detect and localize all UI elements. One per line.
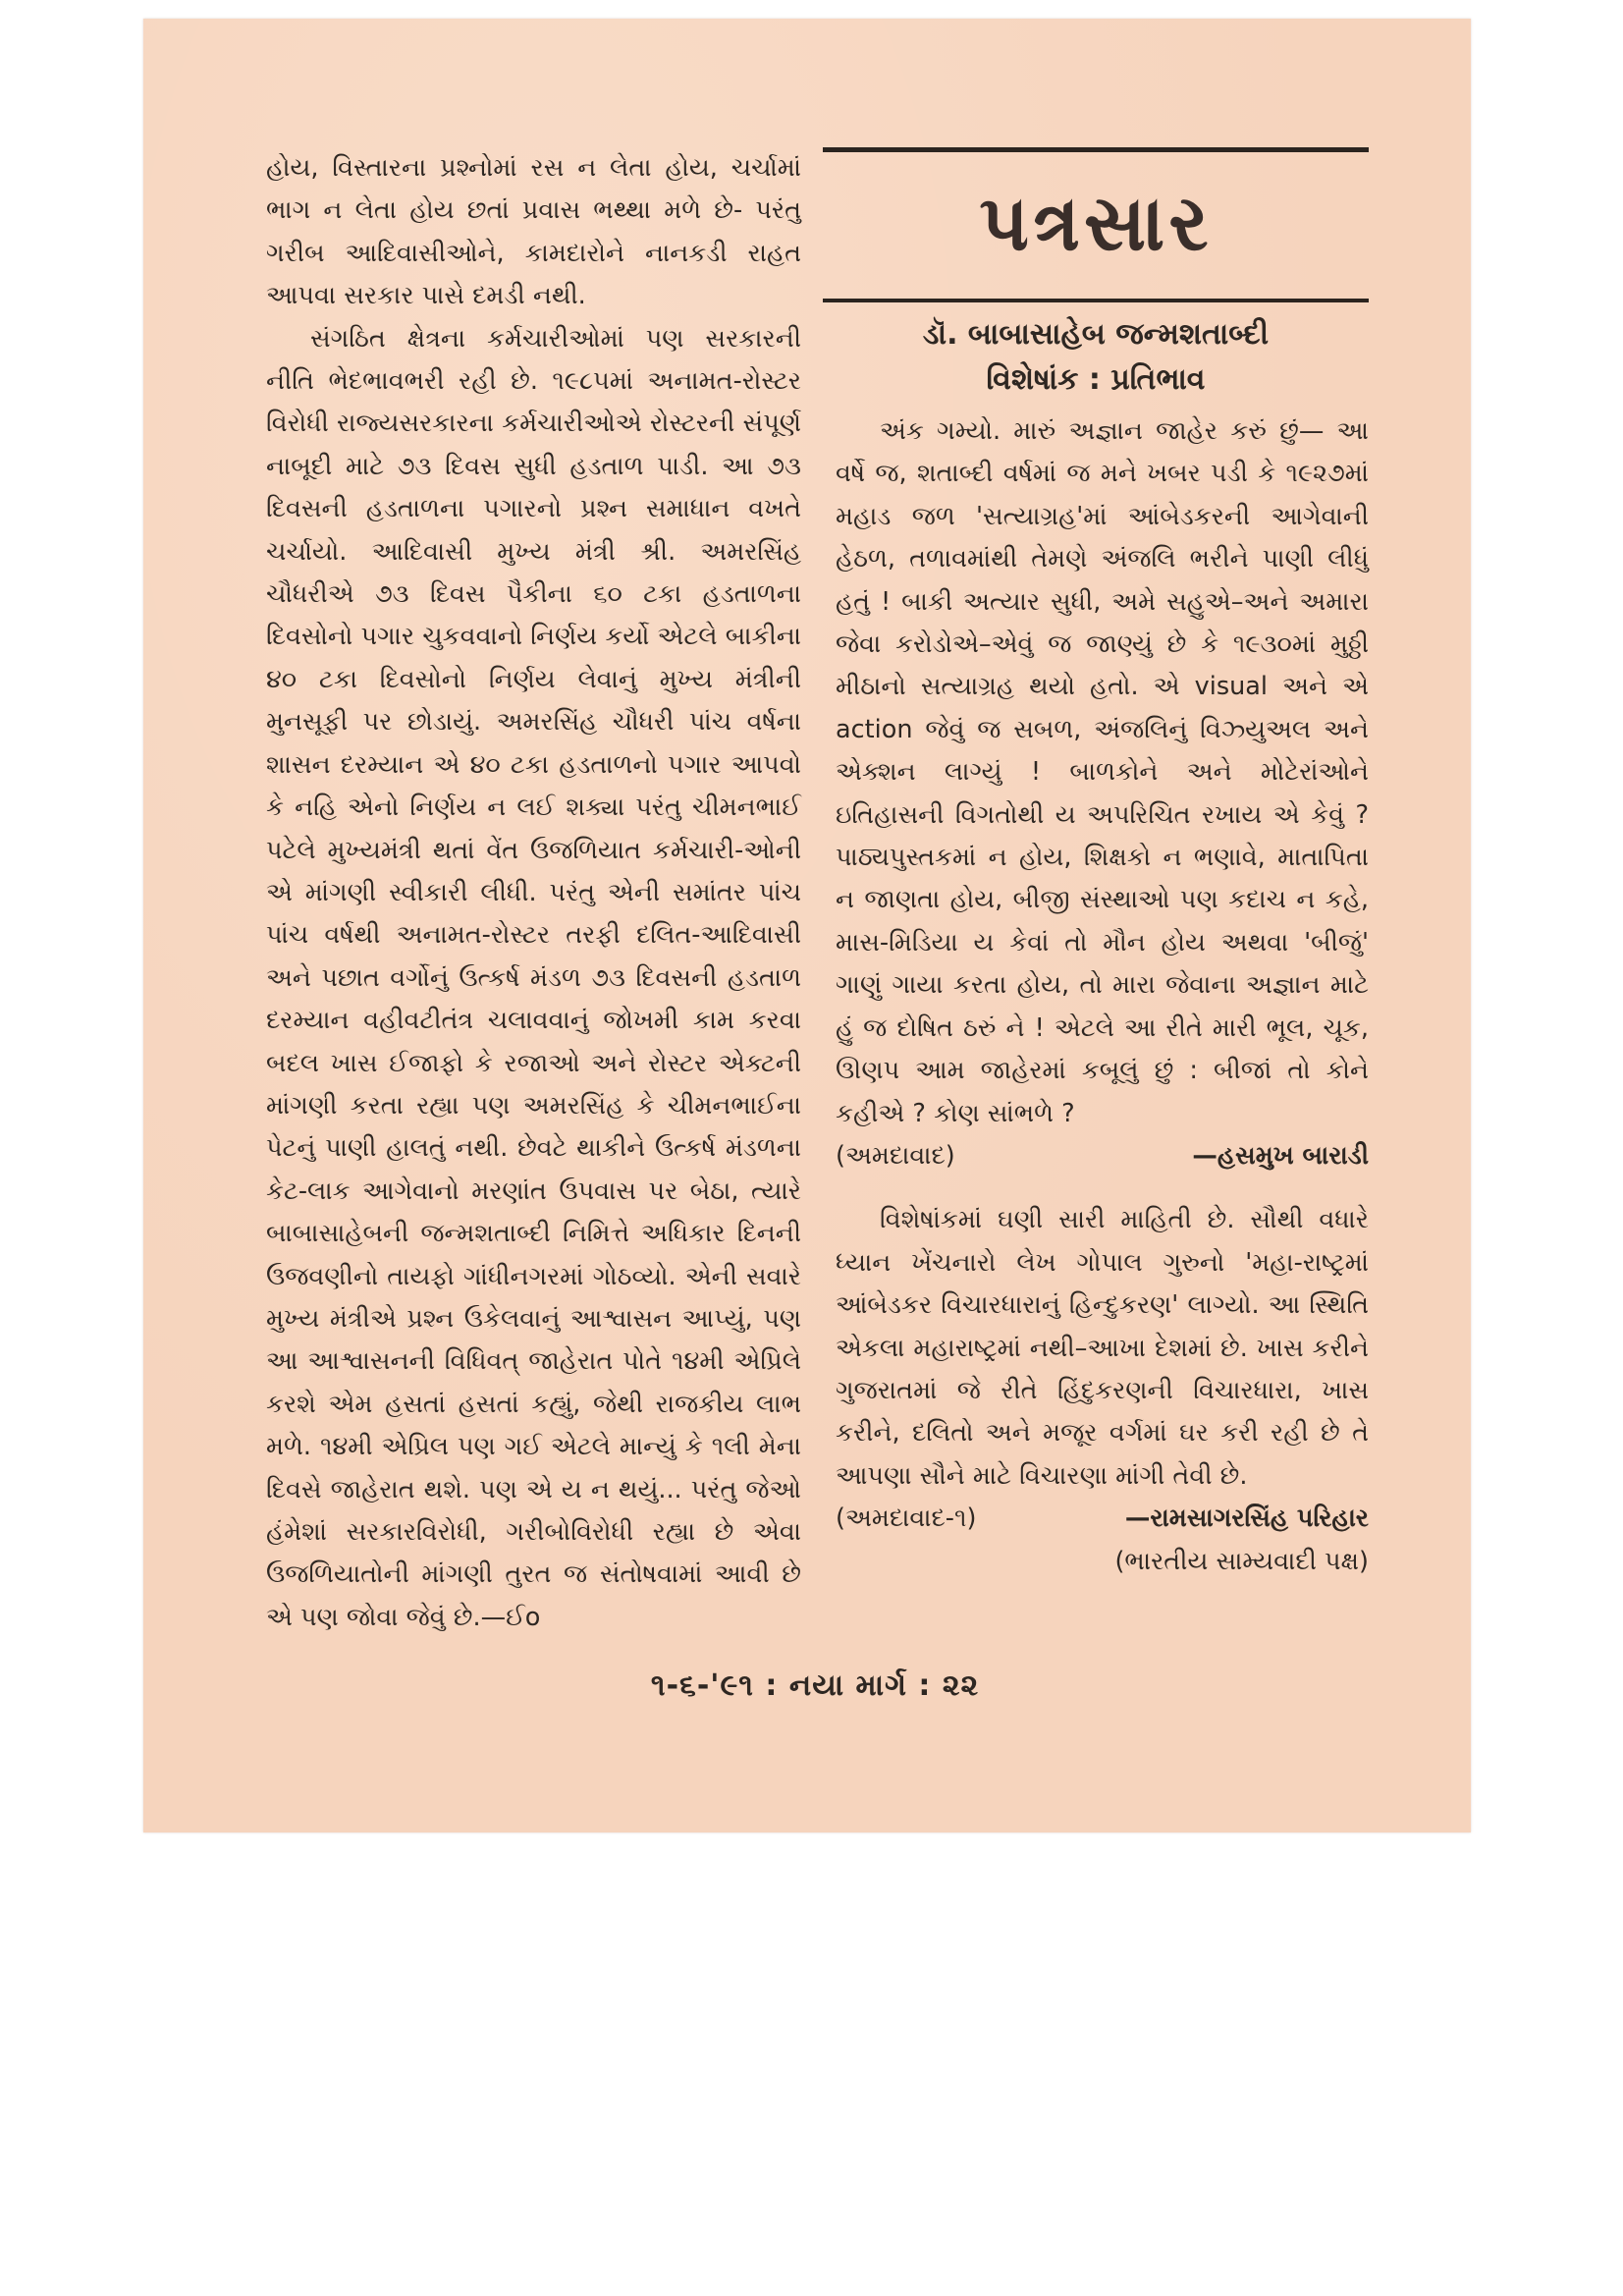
letter-2-signature: —રામસાગરસિંહ પરિહાર: [1124, 1503, 1369, 1534]
letters-heading: [823, 312, 1369, 403]
letter-2-signature-row: [836, 1498, 1369, 1540]
section-masthead: પત્રસાર: [979, 179, 1213, 268]
letter-2-affiliation: (ભારતીય સામ્યવાદી પક્ષ): [1114, 1546, 1369, 1576]
page-footer: ૧-૬-'૯૧ : નયા માર્ગ : ૨૨: [650, 1668, 980, 1703]
heading-line-2: વિશેષાંક : પ્રતિભાવ: [986, 362, 1206, 397]
heading-line-1: ડૉ. બાબાસાહેબ જન્મશતાબ્દી: [922, 317, 1270, 352]
right-column: [836, 410, 1369, 1583]
masthead-bottom-rule: [823, 299, 1369, 302]
letter-2-body: વિશેષાંકમાં ઘણી સારી માહિતી છે. સૌથી વધારે ધ્યાન ખેંચનારો લેખ ગોપાલ ગુરુનો 'મહા-રાષ્ટ્રમાં આંબેડકર વિચારધારાનું હિન્દુકરણ' લાગ્યો. આ સ્થિતિ એકલા મહારાષ્ટ્રમાં નથી–આખા દેશમાં છે. ખાસ કરીને ગુજરાતમાં જે રીતે હિંદુકરણની વિચારધારા, ખાસ કરીને, દલિતો અને મજૂર વર્ગમાં ઘર કરી રહી છે તે આપણા સૌને માટે વિચારણા માંગી તેવી છે.: [836, 1205, 1369, 1491]
masthead-top-rule: [823, 147, 1369, 152]
letter-1-signature: —હસમુખ બારાડી: [1192, 1140, 1369, 1171]
left-column: [266, 147, 801, 1639]
letter-1-signature-row: [836, 1135, 1369, 1177]
left-paragraph-2: સંગઠિત ક્ષેત્રના કર્મચારીઓમાં પણ સરકારની નીતિ ભેદભાવભરી રહી છે. ૧૯૮૫માં અનામત-રોસ્ટર વિરોધી રાજ્યસરકારના કર્મચારીઓએ રોસ્ટરની સંપૂર્ણ નાબૂદી માટે ૭૩ દિવસ સુધી હડતાળ પાડી. આ ૭૩ દિવસની હડતાળના પગારનો પ્રશ્ન સમાધાન વખતે ચર્ચાયો. આદિવાસી મુખ્ય મંત્રી શ્રી. અમરસિંહ ચૌધરીએ ૭૩ દિવસ પૈકીના ૬૦ ટકા હડતાળના દિવસોનો પગાર ચુકવવાનો નિર્ણય કર્યો એટલે બાકીના ૪૦ ટકા દિવસોનો નિર્ણય લેવાનું મુખ્ય મંત્રીની મુનસૂફી પર છોડાયું. અમરસિંહ ચૌધરી પાંચ વર્ષના શાસન દરમ્યાન એ ૪૦ ટકા હડતાળનો પગાર આપવો કે નહિ એનો નિર્ણય ન લઈ શક્યા પરંતુ ચીમનભાઈ પટેલે મુખ્યમંત્રી થતાં વેંત ઉજળિયાત કર્મચારી-ઓની એ માંગણી સ્વીકારી લીધી. પરંતુ એની સમાંતર પાંચ પાંચ વર્ષથી અનામત-રોસ્ટર તરફી દલિત-આદિવાસી અને પછાત વર્ગોનું ઉત્કર્ષ મંડળ ૭૩ દિવસની હડતાળ દરમ્યાન વહીવટીતંત્ર ચલાવવાનું જોખમી કામ કરવા બદલ ખાસ ઈજાફો કે રજાઓ અને રોસ્ટર એક્ટની માંગણી કરતા રહ્યા પણ અમરસિંહ કે ચીમનભાઈના પેટનું પાણી હાલતું નથી. છેવટે થાકીને ઉત્કર્ષ મંડળના કેટ-લાક આગેવાનો મરણાંત ઉપવાસ પર બેઠા, ત્યારે બાબાસાહેબની જન્મશતાબ્દી નિમિત્તે અધિકાર દિનની ઉજવણીનો તાયફો ગાંધીનગરમાં ગોઠવ્યો. એની સવારે મુખ્ય મંત્રીએ પ્રશ્ન ઉકેલવાનું આશ્વાસન આપ્યું, પણ આ આશ્વાસનની વિધિવત્ જાહેરાત પોતે ૧૪મી એપ્રિલે કરશે એમ હસતાં હસતાં કહ્યું, જેથી રાજકીય લાભ મળે. ૧૪મી એપ્રિલ પણ ગઈ એટલે માન્યું કે ૧લી મેના દિવસે જાહેરાત થશે. પણ એ ય ન થયું... પરંતુ જેઓ હંમેશાં સરકારવિરોધી, ગરીબોવિરોધી રહ્યા છે એવા ઉજળિયાતોની માંગણી તુરત જ સંતોષવામાં આવી છે એ પણ જોવા જેવું છે.—ઈo: [266, 323, 801, 1632]
left-paragraph-1: હોય, વિસ્તારના પ્રશ્નોમાં રસ ન લેતા હોય, ચર્ચામાં ભાગ ન લેતા હોય છતાં પ્રવાસ ભથ્થા મળે છે- પરંતુ ગરીબ આદિવાસીઓને, કામદારોને નાનકડી રાહત આપવા સરકાર પાસે દમડી નથી.: [266, 153, 801, 311]
letter-1-place: (અમદાવાદ): [836, 1140, 955, 1171]
letter-2-place: (અમદાવાદ-૧): [836, 1503, 977, 1534]
letter-1-body: અંક ગમ્યો. મારું અજ્ઞાન જાહેર કરું છું— આ વર્ષે જ, શતાબ્દી વર્ષમાં જ મને ખબર પડી કે ૧૯૨૭માં મહાડ જળ 'સત્યાગ્રહ'માં આંબેડકરની આગેવાની હેઠળ, તળાવમાંથી તેમણે અંજલિ ભરીને પાણી લીધું હતું ! બાકી અત્યાર સુધી, અમે સહુએ–અને અમારા જેવા કરોડોએ–એવું જ જાણ્યું છે કે ૧૯૩૦માં મુઠ્ઠી મીઠાનો સત્યાગ્રહ થયો હતો. એ visual અને એ action જેવું જ સબળ, અંજલિનું વિઝ્યુઅલ અને એક્શન લાગ્યું ! બાળકોને અને મોટેરાંઓને ઇતિહાસની વિગતોથી ય અપરિચિત રખાય એ કેવું ? પાઠ્યપુસ્તકમાં ન હોય, શિક્ષકો ન ભણાવે, માતાપિતા ન જાણતા હોય, બીજી સંસ્થાઓ પણ કદાચ ન કહે, માસ-મિડિયા ય કેવાં તો મૌન હોય અથવા 'બીજું' ગાણું ગાયા કરતા હોય, તો મારા જેવાના અજ્ઞાન માટે હું જ દોષિત ઠરું ને ! એટલે આ રીતે મારી ભૂલ, ચૂક, ઊણપ આમ જાહેરમાં કબૂલું છું : બીજાં તો કોને કહીએ ? કોણ સાંભળે ?: [836, 416, 1369, 1128]
